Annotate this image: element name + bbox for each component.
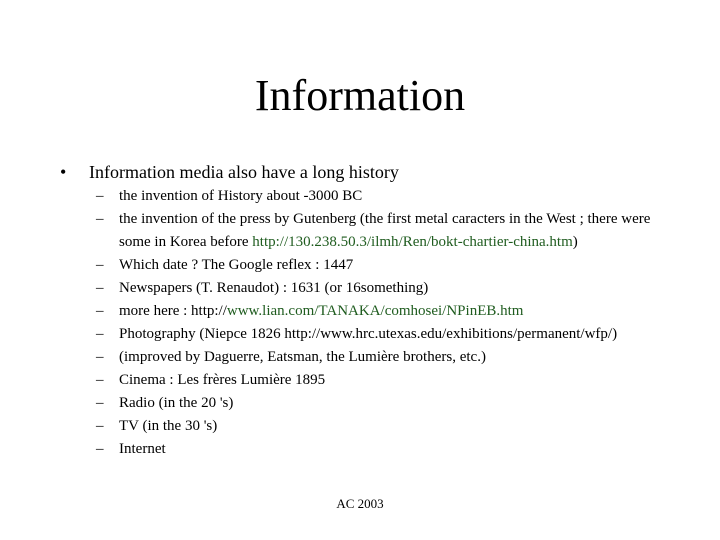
dash-marker: –	[96, 418, 104, 434]
list-item-text: Which date ? The Google reflex : 1447	[119, 257, 354, 273]
dash-marker: –	[96, 188, 104, 204]
list-item-text: more here : http://	[119, 303, 227, 319]
list-item-suffix: )	[572, 234, 578, 250]
dash-marker: –	[96, 211, 104, 227]
main-bullet-text: Information media also have a long history	[89, 162, 399, 182]
dash-marker: –	[96, 395, 104, 411]
list-item-text: TV (in the 30 's)	[119, 418, 218, 434]
list-item	[96, 392, 656, 415]
list-item-text: Photography (Niepce 1826 http://www.hrc.utexas.edu/exhibitions/permanent/wfp/)	[119, 326, 618, 342]
dash-marker: –	[96, 372, 104, 388]
list-item-text: Internet	[119, 441, 166, 457]
list-item-text: (improved by Daguerre, Eatsman, the Lumière brothers, etc.)	[119, 349, 486, 365]
dash-marker: –	[96, 280, 104, 296]
dash-marker: –	[96, 441, 104, 457]
list-item	[96, 300, 656, 323]
list-item	[96, 346, 656, 369]
list-item	[96, 277, 656, 300]
slide-footer: AC 2003	[336, 496, 384, 511]
bullet-marker: •	[60, 162, 67, 182]
list-item	[96, 254, 656, 277]
gutenberg-korea-link[interactable]: http://130.238.50.3/ilmh/Ren/bokt-chartier-china.htm	[252, 234, 573, 250]
list-item	[96, 369, 656, 392]
dash-marker: –	[96, 303, 104, 319]
list-item-text: Newspapers (T. Renaudot) : 1631 (or 16something)	[119, 280, 429, 296]
slide-title: Information	[254, 71, 466, 120]
dash-marker: –	[96, 257, 104, 273]
list-item	[96, 438, 656, 461]
list-item	[96, 208, 656, 254]
list-item	[96, 185, 656, 208]
list-item-text: the invention of History about -3000 BC	[119, 188, 363, 204]
list-item-text: Radio (in the 20 's)	[119, 395, 234, 411]
list-item	[96, 415, 656, 438]
lian-tanaka-link[interactable]: www.lian.com/TANAKA/comhosei/NPinEB.htm	[226, 303, 524, 319]
dash-marker: –	[96, 326, 104, 342]
list-item	[96, 323, 656, 346]
list-item-text: the invention of the press by Gutenberg (the first metal caracters in the West ; there were some in Korea before	[119, 211, 651, 250]
list-item-text: Cinema : Les frères Lumière 1895	[119, 372, 326, 388]
dash-marker: –	[96, 349, 104, 365]
sub-bullet-list	[96, 185, 656, 461]
